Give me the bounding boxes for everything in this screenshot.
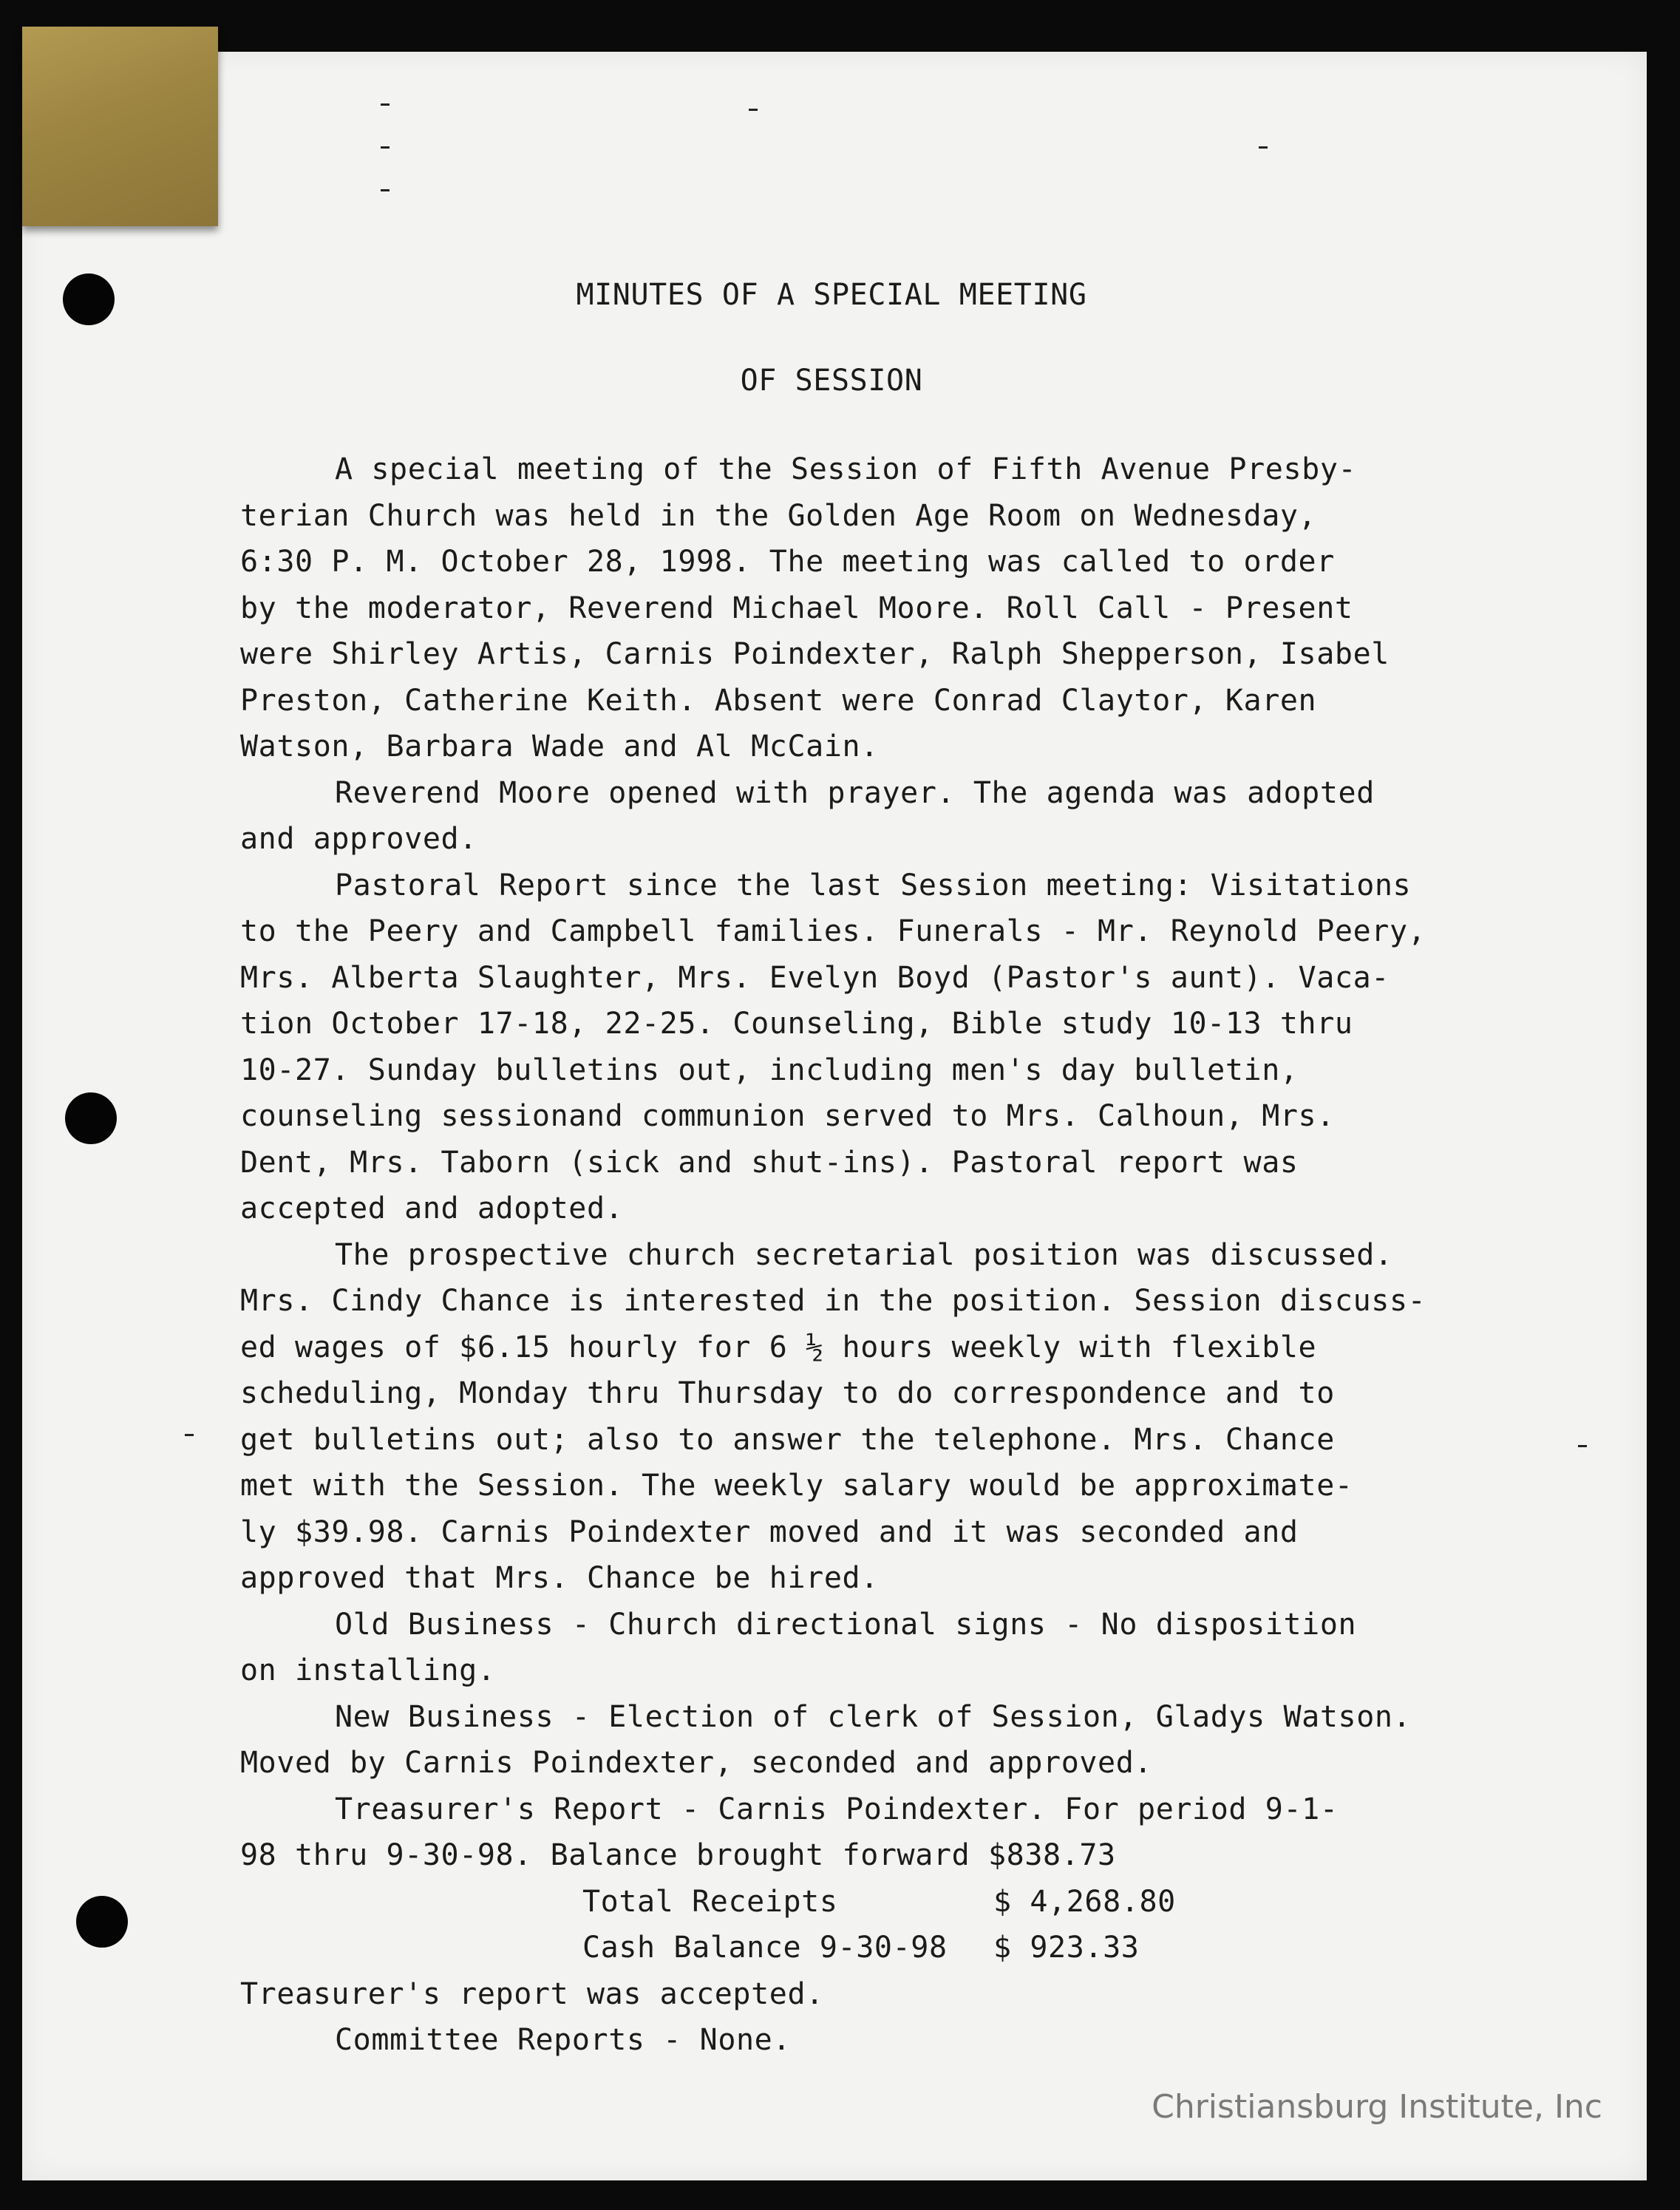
stray-mark xyxy=(381,146,390,149)
treasury-row-cash xyxy=(582,1925,1511,1971)
paragraph-secretary xyxy=(240,1232,1511,1602)
paragraph-secretary-text: The prospective church secretarial position was discussed. Mrs. Cindy Chance is interested in the position. Session discuss- ed wages of $6.15 hourly for 6 ½ hours weekly with flexible scheduling, Monday thru Thursday to do correspondence and to get bulletins out; also to answer the telephone. Mrs. Chance met with the Session. The weekly salary would be approximate- ly $39.98. Carnis Poindexter moved and it was seconded and approved that Mrs. Chance be hired. xyxy=(240,1237,1426,1595)
document-title xyxy=(152,231,1511,445)
stray-mark xyxy=(1578,1445,1587,1447)
stray-mark xyxy=(381,189,390,191)
cash-balance-value: $ 923.33 xyxy=(993,1931,1140,1965)
stray-mark xyxy=(185,1434,194,1436)
paragraph-old-business-text: Old Business - Church directional signs - No disposition on installing. xyxy=(240,1607,1357,1687)
receipts-value: $ 4,268.80 xyxy=(993,1884,1176,1919)
paragraph-prayer-text: Reverend Moore opened with prayer. The agenda was adopted and approved. xyxy=(240,775,1375,856)
paragraph-old-business xyxy=(240,1602,1511,1694)
title-line-1: MINUTES OF A SPECIAL MEETING xyxy=(576,278,1087,312)
title-line-2: OF SESSION xyxy=(740,364,923,398)
binder-clip xyxy=(22,27,218,226)
paragraph-prayer xyxy=(240,770,1511,863)
paragraph-new-business-text: New Business - Election of clerk of Session, Gladys Watson. Moved by Carnis Poindexter, seconded and approved. xyxy=(240,1699,1412,1780)
committee-reports-text: Committee Reports - None. xyxy=(335,2023,792,2057)
stray-mark xyxy=(381,103,390,106)
punch-hole-bottom xyxy=(76,1896,128,1948)
paragraph-pastoral-text: Pastoral Report since the last Session meeting: Visitations to the Peery and Campbell families. Funerals - Mr. Reynold Peery, Mrs. Alberta Slaughter, Mrs. Evelyn Boyd (Pastor's aunt). Vaca- tion October 17-18, 22-25. Counseling, Bible study 10-13 thru 10-27. Sunday bulletins out, including men's day bulletin, counseling sessionand communion served to Mrs. Calhoun, Mrs. Dent, Mrs. Taborn (sick and shut-ins). Pastoral report was accepted and adopted. xyxy=(240,868,1426,1225)
watermark: Christiansburg Institute, Inc xyxy=(1152,2088,1602,2126)
paragraph-opening xyxy=(240,446,1511,770)
paragraph-treasurer-text: Treasurer's Report - Carnis Poindexter. For period 9-1- 98 thru 9-30-98. Balance brought forward $838.73 xyxy=(240,1792,1339,1872)
cash-balance-label: Cash Balance 9-30-98 xyxy=(582,1931,948,1965)
paragraph-treasurer xyxy=(240,1786,1511,1879)
minutes-document xyxy=(240,231,1511,2064)
receipts-label: Total Receipts xyxy=(582,1884,838,1919)
treasury-row-receipts xyxy=(582,1879,1511,1925)
paragraph-opening-text: A special meeting of the Session of Fifth Avenue Presby- terian Church was held in the Golden Age Room on Wednesday, 6:30 P. M. October 28, 1998. The meeting was called to order by the moderator, Reverend Michael Moore. Roll Call - Present were Shirley Artis, Carnis Poindexter, Ralph Shepperson, Isabel Preston, Catherine Keith. Absent were Conrad Claytor, Karen Watson, Barbara Wade and Al McCain. xyxy=(240,452,1390,764)
stray-mark xyxy=(1259,146,1268,149)
treasury-table xyxy=(240,1879,1511,1971)
paragraph-pastoral-report xyxy=(240,863,1511,1232)
punch-hole-top xyxy=(63,273,115,325)
paragraph-new-business xyxy=(240,1694,1511,1786)
stray-mark xyxy=(749,109,758,111)
treasurer-accepted: Treasurer's report was accepted. xyxy=(240,1976,824,2011)
punch-hole-middle xyxy=(65,1092,117,1144)
committee-reports xyxy=(240,2017,1511,2064)
